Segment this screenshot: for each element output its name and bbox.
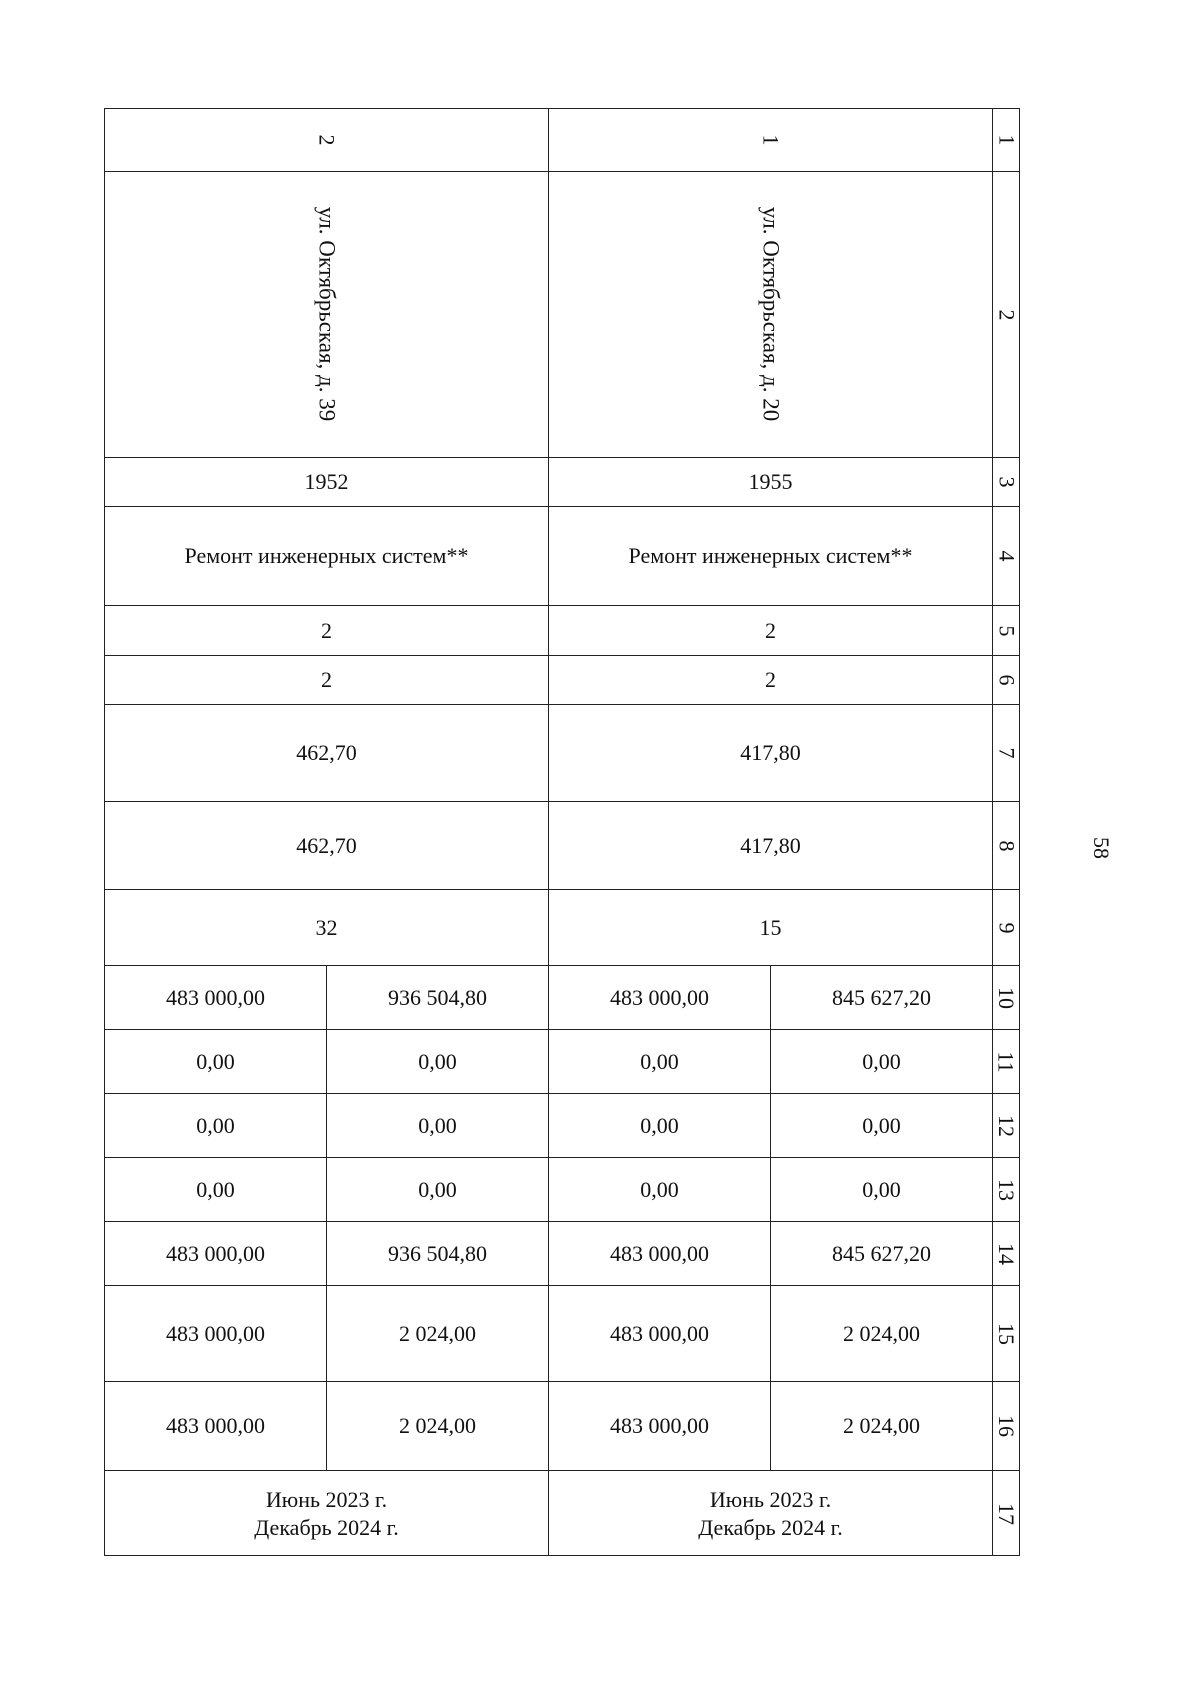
work-type-cell: Ремонт инженерных систем** <box>548 506 992 605</box>
column-number: 4 <box>992 506 1020 605</box>
column-number: 5 <box>992 605 1020 655</box>
value-cell: 0,00 <box>326 1093 548 1157</box>
value-cell: 462,70 <box>104 704 548 801</box>
table-row <box>104 965 1020 1029</box>
value-cell: 0,00 <box>104 1029 326 1093</box>
year-cell: 1952 <box>104 457 548 506</box>
table-row <box>104 889 1020 965</box>
address-cell: ул. Октябрьская, д. 20 <box>548 171 992 457</box>
value-cell: 0,00 <box>104 1157 326 1221</box>
value-cell: 2 <box>548 655 992 704</box>
period-cell <box>104 1470 548 1556</box>
value-cell: 0,00 <box>770 1029 992 1093</box>
column-number: 12 <box>992 1093 1020 1157</box>
table-bottom-border <box>104 1555 1020 1556</box>
table-row <box>104 655 1020 704</box>
column-number: 15 <box>992 1285 1020 1381</box>
column-number: 2 <box>992 171 1020 457</box>
column-number: 7 <box>992 704 1020 801</box>
column-number: 8 <box>992 801 1020 889</box>
table-row <box>104 704 1020 801</box>
table-row <box>104 801 1020 889</box>
column-number: 13 <box>992 1157 1020 1221</box>
record-number-cell: 2 <box>104 108 548 171</box>
value-cell: 32 <box>104 889 548 965</box>
period-end: Декабрь 2024 г. <box>698 1514 843 1540</box>
period-start: Июнь 2023 г. <box>709 1486 832 1512</box>
value-cell: 483 000,00 <box>104 1285 326 1381</box>
value-cell: 2 <box>104 605 548 655</box>
table-row <box>104 1470 1020 1556</box>
column-number: 10 <box>992 965 1020 1029</box>
value-cell: 483 000,00 <box>104 1381 326 1470</box>
table-row <box>104 1285 1020 1381</box>
value-cell: 462,70 <box>104 801 548 889</box>
value-cell: 2 024,00 <box>326 1381 548 1470</box>
value-cell: 0,00 <box>326 1029 548 1093</box>
value-cell: 483 000,00 <box>104 965 326 1029</box>
value-cell: 2 024,00 <box>770 1285 992 1381</box>
table-row <box>104 1157 1020 1221</box>
value-cell: 0,00 <box>104 1093 326 1157</box>
page-number: 58 <box>1089 837 1114 859</box>
table-row <box>104 1221 1020 1285</box>
table-row <box>104 171 1020 457</box>
value-cell: 483 000,00 <box>548 1285 770 1381</box>
value-cell: 483 000,00 <box>104 1221 326 1285</box>
table-row <box>104 605 1020 655</box>
value-cell: 417,80 <box>548 801 992 889</box>
value-cell: 936 504,80 <box>326 965 548 1029</box>
value-cell: 483 000,00 <box>548 1381 770 1470</box>
period-start: Июнь 2023 г. <box>265 1486 388 1512</box>
table-row <box>104 506 1020 605</box>
value-cell: 483 000,00 <box>548 1221 770 1285</box>
value-cell: 15 <box>548 889 992 965</box>
value-cell: 2 024,00 <box>770 1381 992 1470</box>
value-cell: 2 024,00 <box>326 1285 548 1381</box>
work-type-cell: Ремонт инженерных систем** <box>104 506 548 605</box>
column-number: 6 <box>992 655 1020 704</box>
column-number: 11 <box>992 1029 1020 1093</box>
value-cell: 845 627,20 <box>770 965 992 1029</box>
column-number: 9 <box>992 889 1020 965</box>
table-row <box>104 1029 1020 1093</box>
period-end: Декабрь 2024 г. <box>254 1514 399 1540</box>
column-number: 17 <box>992 1470 1020 1556</box>
value-cell: 2 <box>104 655 548 704</box>
value-cell: 0,00 <box>326 1157 548 1221</box>
value-cell: 0,00 <box>548 1029 770 1093</box>
value-cell: 845 627,20 <box>770 1221 992 1285</box>
period-cell <box>548 1470 992 1556</box>
value-cell: 0,00 <box>548 1093 770 1157</box>
value-cell: 0,00 <box>770 1093 992 1157</box>
value-cell: 2 <box>548 605 992 655</box>
column-number: 16 <box>992 1381 1020 1470</box>
address-cell: ул. Октябрьская, д. 39 <box>104 171 548 457</box>
table-row <box>104 108 1020 171</box>
table-row <box>104 457 1020 506</box>
value-cell: 0,00 <box>770 1157 992 1221</box>
table-row <box>104 1381 1020 1470</box>
value-cell: 0,00 <box>548 1157 770 1221</box>
column-number: 1 <box>992 108 1020 171</box>
value-cell: 417,80 <box>548 704 992 801</box>
year-cell: 1955 <box>548 457 992 506</box>
value-cell: 936 504,80 <box>326 1221 548 1285</box>
column-number: 14 <box>992 1221 1020 1285</box>
record-number-cell: 1 <box>548 108 992 171</box>
column-number: 3 <box>992 457 1020 506</box>
value-cell: 483 000,00 <box>548 965 770 1029</box>
table-row <box>104 1093 1020 1157</box>
